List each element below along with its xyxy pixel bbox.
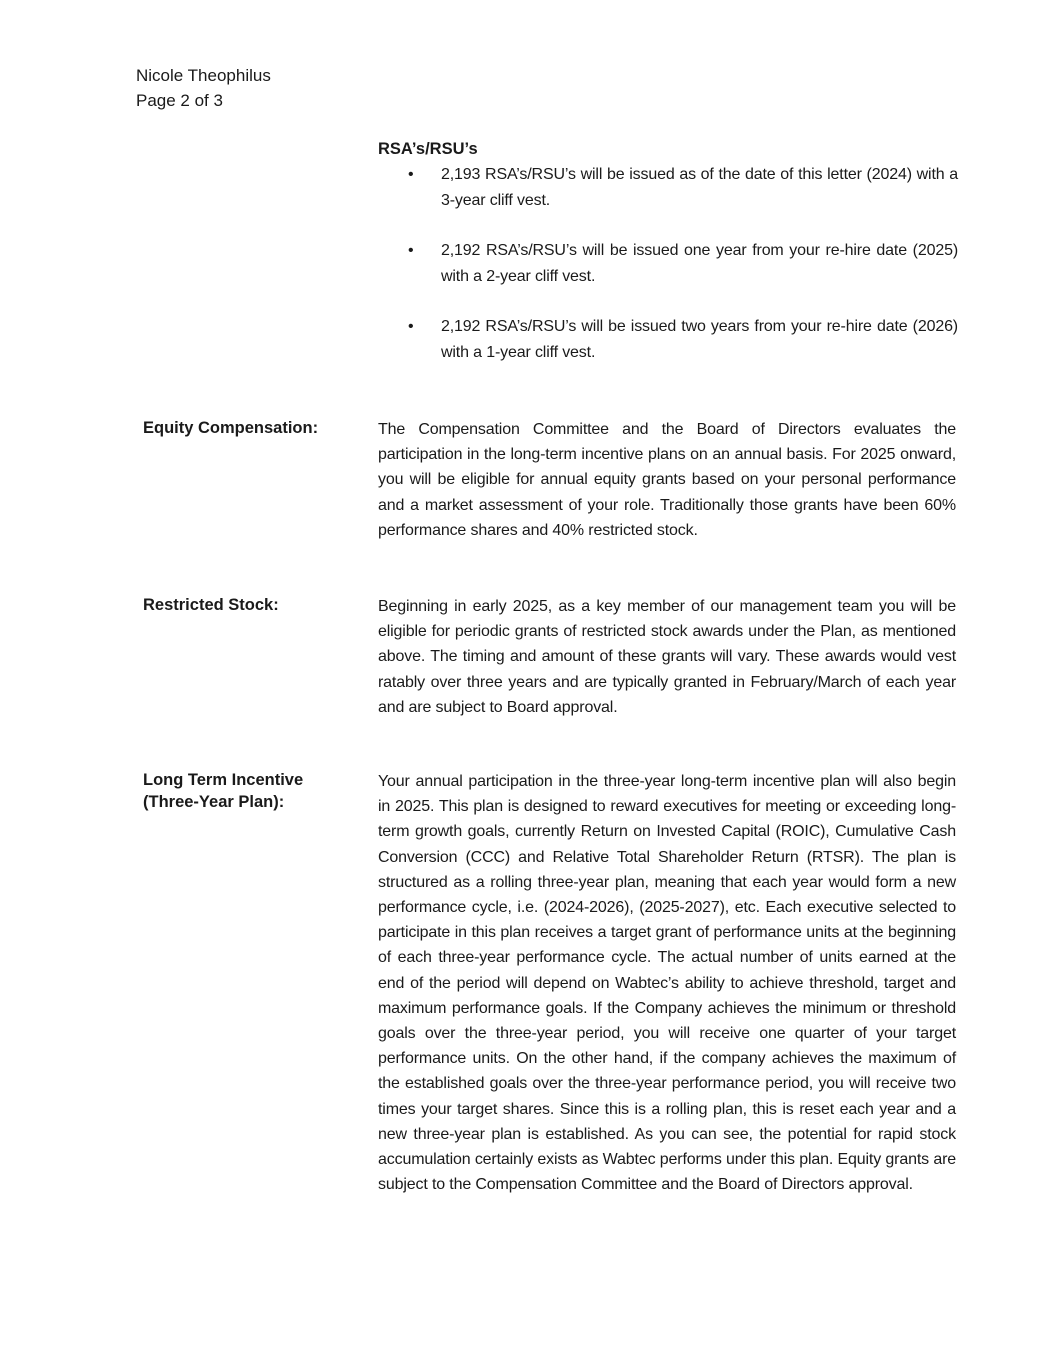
bullet-item (378, 238, 958, 289)
recipient-name: Nicole Theophilus (136, 66, 271, 85)
bullet-item (378, 314, 958, 365)
bullet-icon: • (408, 242, 414, 260)
bullet-text: 2,193 RSA’s/RSU’s will be issued as of the date of this letter (2024) with a 3-year cliff vest. (441, 166, 958, 209)
section-text: Your annual participation in the three-year long-term incentive plan will also begin in 2025. This plan is designed to reward executives for meeting or exceeding long-term growth goals, currently Return on Invested Capital (ROIC), Cumulative Cash Conversion (CCC) and Relative Total Shareholder Return (RTSR). The plan is structured as a rolling three-year plan, meaning that each year would form a new performance cycle, i.e. (2024-2026), (2025-2027), etc. Each executive selected to participate in this plan receives a target grant of performance units at the beginning of each three-year performance cycle. The actual number of units earned at the end of the period will depend on Wabtec’s ability to achieve threshold, target and maximum performance goals. If the Company achieves the minimum or threshold goals over the three-year period, you will receive one quarter of your target performance units. On the other hand, if the company achieves the maximum of the established goals over the three-year performance period, you will receive two times your target shares. Since this is a rolling plan, this is reset each year and a new three-year plan is established. As you can see, the potential for rapid stock accumulation certainly exists as Wabtec performs under this plan. Equity grants are subject to the Compensation Committee and the Board of Directors approval. (378, 773, 956, 1194)
rsa-rsu-heading: RSA’s/RSU’s (378, 140, 478, 158)
section-label: Restricted Stock: (143, 596, 279, 614)
section-text: Beginning in early 2025, as a key member of our management team you will be eligible for periodic grants of restricted stock awards under the Plan, as mentioned above. The timing and amount of these grants will vary. These awards would vest ratably over three years and are typically granted in February/March of each year and are subject to Board approval. (378, 598, 956, 716)
page-number: Page 2 of 3 (136, 91, 223, 110)
bullet-text: 2,192 RSA’s/RSU’s will be issued two years from your re-hire date (2026) with a 1-year cliff vest. (441, 318, 958, 361)
section-label: Equity Compensation: (143, 419, 319, 437)
section-label: Long Term Incentive (Three-Year Plan): (143, 771, 304, 811)
bullet-icon: • (408, 166, 414, 184)
rsa-rsu-section (378, 137, 958, 391)
bullet-item (378, 162, 958, 213)
letter-header (136, 63, 271, 113)
section-text: The Compensation Committee and the Board of Directors evaluates the participation in the long-term incentive plans on an annual basis. For 2025 onward, you will be eligible for annual equity grants based on your personal performance and a market assessment of your role. Traditionally those grants have been 60% performance shares and 40% restricted stock. (378, 421, 956, 539)
bullet-icon: • (408, 318, 414, 336)
bullet-text: 2,192 RSA’s/RSU’s will be issued one year from your re-hire date (2025) with a 2-year cliff vest. (441, 242, 958, 285)
